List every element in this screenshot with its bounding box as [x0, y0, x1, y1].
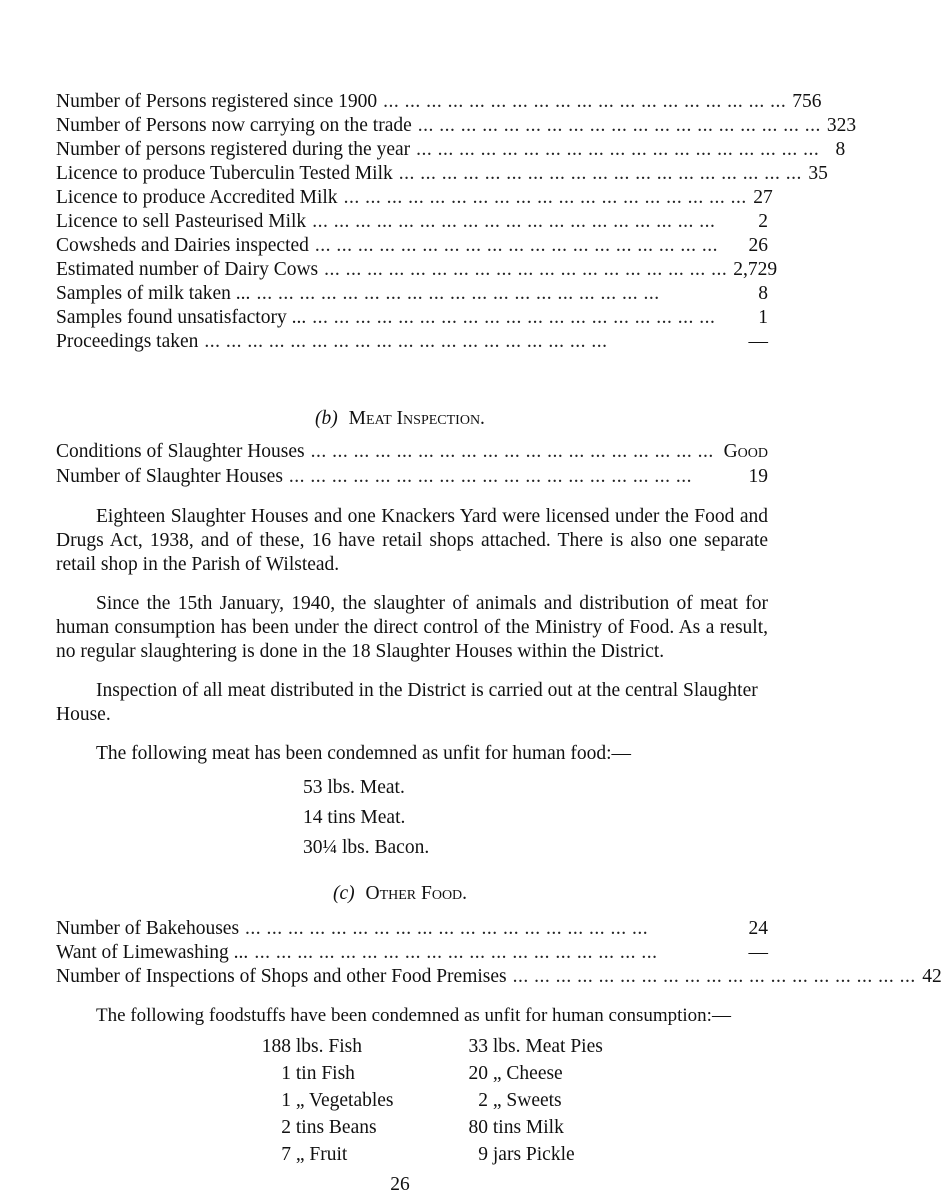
list-item: 7 „ Fruit — [281, 1144, 348, 1165]
section-title: Other Food. — [365, 883, 468, 904]
table-row: Number of Inspections of Shops and other Food Premises ... ... ... ... ... ... ... ... ... ... ... ... ... ... ... ... ... ... ... 42 — [56, 966, 942, 987]
row-label: Licence to sell Pasteurised Milk — [56, 211, 307, 232]
table-row: Number of Bakehouses ... ... ... ... ... ... ... ... ... ... ... ... ... ... ... ... ... ... ... 24 — [56, 918, 768, 939]
row-value: 8 — [758, 283, 768, 304]
row-label: Conditions of Slaughter Houses — [56, 441, 305, 462]
row-value: — — [748, 331, 768, 352]
row-value: 8 — [835, 139, 846, 160]
list-item: 2 tins Beans — [281, 1117, 377, 1138]
list-item: 2 „ Sweets — [478, 1090, 562, 1111]
paragraph-condemned-intro: The following meat has been condemned as unfit for human food:— — [96, 743, 632, 764]
list-item: 9 jars Pickle — [478, 1144, 575, 1165]
table-row: Number of Slaughter Houses ... ... ... ... ... ... ... ... ... ... ... ... ... ... ... ... ... ... ... 19 — [56, 466, 768, 487]
page-number: 26 — [390, 1174, 410, 1195]
row-value: 19 — [748, 466, 768, 487]
list-item: 1 „ Vegetables — [281, 1090, 394, 1111]
list-item: 14 tins Meat. — [303, 807, 406, 828]
foodstuffs-left-column — [255, 1033, 394, 1168]
table-row: Proceedings taken ... ... ... ... ... ... ... ... ... ... ... ... ... ... ... ... ... ... ... — — [56, 331, 768, 352]
table-row: Estimated number of Dairy Cows ... ... ... ... ... ... ... ... ... ... ... ... ... ... ... ... ... ... ... 2,729 — [56, 259, 778, 280]
table-row: Samples of milk taken ... ... ... ... ... ... ... ... ... ... ... ... ... ... ... ... ... ... ... ... 8 — [56, 283, 768, 304]
table-row: Licence to produce Tuberculin Tested Milk ... ... ... ... ... ... ... ... ... ... ... ... ... ... ... ... ... ... ... 35 — [56, 163, 828, 184]
row-label: Number of Bakehouses — [56, 918, 240, 939]
row-label: Proceedings taken — [56, 331, 199, 352]
row-value: 756 — [792, 91, 822, 112]
row-value: 2,729 — [733, 259, 778, 280]
row-label: Licence to produce Accredited Milk — [56, 187, 338, 208]
row-label: Number of Persons now carrying on the trade — [56, 115, 412, 136]
table-row: Cowsheds and Dairies inspected ... ... ... ... ... ... ... ... ... ... ... ... ... ... ... ... ... ... ... 26 — [56, 235, 768, 256]
table-row: Licence to sell Pasteurised Milk ... ... ... ... ... ... ... ... ... ... ... ... ... ... ... ... ... ... ... 2 — [56, 211, 768, 232]
row-value: 26 — [748, 235, 768, 256]
list-item: 53 lbs. Meat. — [303, 777, 405, 798]
table-row: Number of persons registered during the year ... ... ... ... ... ... ... ... ... ... ... ... ... ... ... ... ... ... ... 8 — [56, 139, 846, 160]
table-row: Samples found unsatisfactory ... ... ... ... ... ... ... ... ... ... ... ... ... ... ... ... ... ... ... ... 1 — [56, 307, 768, 328]
section-letter: (c) — [332, 883, 355, 904]
table-row: Licence to produce Accredited Milk ... ... ... ... ... ... ... ... ... ... ... ... ... ... ... ... ... ... ... 27 — [56, 187, 773, 208]
paragraph-ministry-control: Since the 15th January, 1940, the slaughter of animals and distribution of meat for human consumption has been under the direct control of the Ministry of Food. As a result, no regular slaughtering is done in the 18 Slaughter Houses within the District. — [56, 593, 768, 662]
row-value: 1 — [758, 307, 768, 328]
row-value: 24 — [748, 918, 768, 939]
row-label: Estimated number of Dairy Cows — [56, 259, 319, 280]
row-label: Samples found unsatisfactory ... — [56, 307, 307, 328]
row-label: Number of Inspections of Shops and other Food Premises — [56, 966, 507, 987]
paragraph-central-inspection: Inspection of all meat distributed in the District is carried out at the central Slaughter House. — [56, 680, 758, 725]
section-heading-meat-inspection — [0, 408, 800, 430]
row-value: 27 — [753, 187, 773, 208]
foodstuffs-right-column — [466, 1033, 603, 1168]
row-value: 42 — [922, 966, 942, 987]
section-heading-other-food — [0, 883, 800, 905]
row-label: Cowsheds and Dairies inspected — [56, 235, 309, 256]
row-value: — — [748, 942, 768, 963]
section-letter: (b) — [315, 408, 338, 429]
row-label: Licence to produce Tuberculin Tested Milk — [56, 163, 393, 184]
list-item: 20 „ Cheese — [468, 1063, 563, 1084]
table-row: Conditions of Slaughter Houses ... ... ... ... ... ... ... ... ... ... ... ... ... ... ... ... ... ... ... Good — [56, 441, 768, 462]
row-value: 35 — [808, 163, 828, 184]
row-label: Want of Limewashing ... — [56, 942, 249, 963]
row-label: Number of persons registered during the year — [56, 139, 411, 160]
list-item: 1 tin Fish — [281, 1063, 355, 1084]
row-value: 2 — [758, 211, 768, 232]
row-value: 323 — [826, 115, 857, 136]
section-title: Meat Inspection. — [348, 408, 485, 429]
table-row: Want of Limewashing ... ... ... ... ... ... ... ... ... ... ... ... ... ... ... ... ... ... ... ... — — [56, 942, 768, 963]
list-item: 30¼ lbs. Bacon. — [303, 837, 430, 858]
row-label: Number of Persons registered since 1900 — [56, 91, 378, 112]
list-item: 33 lbs. Meat Pies — [468, 1036, 603, 1057]
paragraph-foodstuffs-intro: The following foodstuffs have been condemned as unfit for human consumption:— — [96, 1005, 731, 1026]
row-label: Samples of milk taken ... — [56, 283, 251, 304]
list-item: 188 lbs. Fish — [261, 1036, 362, 1057]
list-item: 80 tins Milk — [468, 1117, 564, 1138]
table-row: Number of Persons now carrying on the trade ... ... ... ... ... ... ... ... ... ... ... ... ... ... ... ... ... ... ... 323 — [56, 115, 857, 136]
condemned-meat-list — [303, 773, 429, 863]
row-value: Good — [723, 441, 768, 462]
table-row: Number of Persons registered since 1900 ... ... ... ... ... ... ... ... ... ... ... ... ... ... ... ... ... ... ... 756 — [56, 91, 822, 112]
paragraph-licensing: Eighteen Slaughter Houses and one Knackers Yard were licensed under the Food and Drugs Act, 1938, and of these, 16 have retail shops attached. There is also one separate retail shop in the Parish of Wilstead. — [56, 506, 768, 575]
row-label: Number of Slaughter Houses — [56, 466, 283, 487]
